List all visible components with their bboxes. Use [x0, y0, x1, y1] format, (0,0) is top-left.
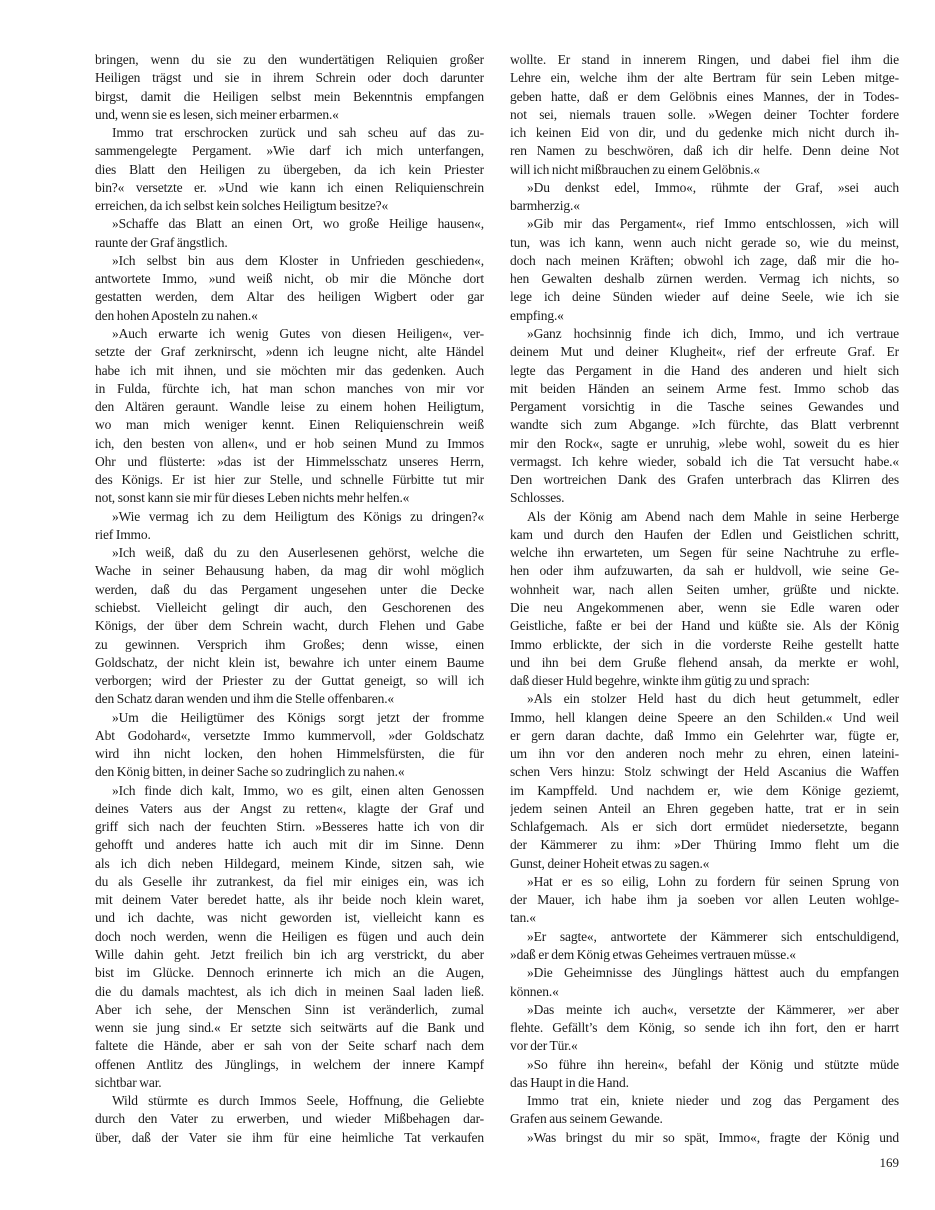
text-line: Aber ich sehe, der Menschen Sinn ist veränderlich, zumal [95, 1001, 484, 1017]
text-line: den König bitten, in deiner Sache so zudringlich zu nahen.« [95, 764, 405, 780]
paragraph [510, 1092, 899, 1129]
paragraph [510, 873, 899, 928]
paragraph [510, 51, 899, 179]
text-line: »daß er dem König etwas Geheimes vertrauen müsse.« [510, 947, 796, 963]
text-line: das Haupt in die Hand. [510, 1074, 629, 1090]
text-line: »Er sagte«, antwortete der Kämmerer sich entschuldigend, [527, 928, 899, 944]
paragraph [510, 508, 899, 691]
text-line: der Mauer, ich habe ihm ja soeben vor allen Leuten wohlge- [510, 892, 899, 908]
paragraph [95, 782, 484, 1093]
text-line: hen oder ihm aufzuwarten, da sah er huldvoll, wie seine Ge- [510, 563, 899, 579]
text-line: durch den Vater zu erwerben, und wieder Mißbehagen dar- [95, 1111, 484, 1127]
paragraph [95, 508, 484, 545]
text-line: Gunst, deiner Hoheit etwas zu sagen.« [510, 855, 710, 871]
text-line: offenen Antlitz des Jünglings, in welchem der innere Kampf [95, 1056, 484, 1072]
text-line: not, sonst kann sie mir für dieses Leben nichts mehr helfen.« [95, 490, 410, 506]
text-line: »Was bringst du mir so spät, Immo«, fragte der König und [527, 1129, 899, 1145]
text-line: können.« [510, 983, 559, 999]
text-line: Heiligen trägst und sie in ihrem Schrein oder doch darunter [95, 70, 484, 86]
text-line: Wache in seiner Behausung haben, da mag dir wohl möglich [95, 563, 484, 579]
text-line: wo man mich weniger kennt. Einen Reliquienschrein weiß [95, 417, 484, 433]
paragraph [95, 124, 484, 215]
text-line: Wille dahin geht. Jetzt freilich bin ich arg verstrickt, du aber [95, 947, 484, 963]
text-line: wenn sie jung sind.« Er setzte sich seitwärts auf die Bank und [95, 1020, 484, 1036]
text-line: birgst, damit die Heiligen selbst mein Bekenntnis empfangen [95, 88, 484, 104]
text-line: raunte der Graf ängstlich. [95, 234, 228, 250]
text-line: tan.« [510, 910, 536, 926]
text-line: tun, was ich kann, wenn auch nicht gerade so, wie du meinst, [510, 234, 899, 250]
text-line: des Königs. Er ist hier zur Stelle, und schnelle Fürbitte tut mir [95, 472, 484, 488]
text-line: flehte. Gefällt’s dem König, so sende ich ihn fort, den er harrt [510, 1020, 899, 1036]
text-line: sammengelegte Pergament. »Wie darf ich mich unterfangen, [95, 143, 484, 159]
text-line: Schlafgemach. Als er sich dort ermüdet niedersetzte, begann [510, 819, 899, 835]
text-line: dies Blatt den Heiligen zu übergeben, da ich kein Priester [95, 161, 484, 177]
text-line: »Auch erwarte ich wenig Gutes von diesen Heiligen«, ver- [112, 325, 484, 341]
text-line: über, daß der Vater sie ihm für eine heimliche Tat verkaufen [95, 1129, 484, 1145]
text-line: in Fulda, fürchte ich, hat man schon manches von mir vor [95, 380, 484, 396]
text-line: Immo erblickte, der sich in die vorderste Reihe gestellt hatte [510, 636, 899, 652]
text-line: »Ich selbst bin aus dem Kloster in Unfrieden geschieden«, [112, 252, 484, 268]
text-line: »Du denkst edel, Immo«, rühmte der Graf, »sei auch [527, 179, 899, 195]
text-line: doch noch werden, wenn die Heiligen es fügen und auch dein [95, 928, 484, 944]
text-line: lege ich deine Sünden wieder auf deine Seele, wie ich sie [510, 289, 899, 305]
text-line: als ich dich neben Hildegard, meinem Kinde, sitzen sah, wie [95, 855, 484, 871]
text-line: Königs, der über dem Schrein wacht, durch Flehen und Gabe [95, 618, 484, 634]
text-line: faltete die Hände, aber er sah von der Seite scharf nach dem [95, 1038, 484, 1054]
text-line: »Schaffe das Blatt an einen Ort, wo große Heilige hausen«, [112, 216, 484, 232]
text-line: empfing.« [510, 307, 564, 323]
text-line: will ich nicht mißbrauchen zu einem Gelöbnis.« [510, 161, 760, 177]
paragraph [95, 1092, 484, 1147]
paragraph [95, 325, 484, 508]
text-line: den Altären geraunt. Wandle leise zu einem hohen Heiligtum, [95, 399, 484, 415]
text-line: erreichen, da ich selbst kein solches Heiligtum besitze?« [95, 198, 389, 214]
text-line: »Ich weiß, daß du zu den Auserlesenen gehörst, welche die [112, 545, 484, 561]
paragraph [95, 51, 484, 124]
text-line: um ihn vor den anderen noch mehr zu ehren, einen lateini- [510, 746, 899, 762]
text-line: den hohen Aposteln zu nahen.« [95, 307, 258, 323]
text-line: gestatten werden, dem Altar des heiligen Wigbert oder gar [95, 289, 484, 305]
text-line: sichtbar war. [95, 1074, 162, 1090]
text-line: wandte sich zum Abgange. »Ich fürchte, das Blatt verbrennt [510, 417, 899, 433]
text-line: »Hat er es so eilig, Lohn zu fordern für seinen Sprung von [527, 873, 899, 889]
text-line: Grafen aus seinem Gewande. [510, 1111, 663, 1127]
text-line: deines Vaters aus der Angst zu retten«, klagte der Graf und [95, 800, 484, 816]
text-line: Immo trat erschrocken zurück und sah scheu auf das zu- [112, 125, 484, 141]
text-line: wollte. Er stand in innerem Ringen, und dabei fiel ihm die [510, 52, 899, 67]
text-line: welche ihn erwarteten, um Segen für seine Nachtruhe zu erfle- [510, 545, 899, 561]
text-line: gehofft und anderes hatte ich auch mit dir im Sinne. Denn [95, 837, 484, 853]
text-line: und ich dachte, was nicht geworden ist, vielleicht kann es [95, 910, 484, 926]
text-line: und, wenn sie es lesen, sich meiner erbarmen.« [95, 106, 339, 122]
text-line: »Ich finde dich kalt, Immo, wo es gilt, einen alten Genossen [112, 782, 484, 798]
text-line: du als Geselle ihr zutrankest, da fiel mir einiges ein, was ich [95, 873, 484, 889]
text-line: kam und durch den Haufen der Edlen und Geistlichen schritt, [510, 526, 899, 542]
text-line: wird ihn nicht locken, den hohen Himmelsfürsten, die für [95, 746, 484, 762]
text-line: mir den Rock«, sagte er unruhig, »lebe wohl, soweit du es hier [510, 435, 899, 451]
text-line: »So führe ihn herein«, befahl der König und stützte müde [527, 1056, 899, 1072]
paragraph [510, 964, 899, 1001]
paragraph [510, 1129, 899, 1147]
page-number: 169 [879, 1155, 899, 1170]
text-line: rief Immo. [95, 526, 151, 542]
text-line: ich, den besten von allen«, und er hob seinen Mund zu Immos [95, 435, 484, 451]
text-line: Den wortreichen Dank des Grafen unterbrach das Klirren des [510, 472, 899, 488]
text-line: ren Namen zu beschwören, daß ich dir helfe. Denn deine Not [510, 143, 899, 159]
text-line: »Gib mir das Pergament«, rief Immo entschlossen, »ich will [527, 216, 899, 232]
text-line: und ihn bei dem Gruße flehend ansah, da merkte er wohl, [510, 654, 899, 670]
text-line: den Schatz daran wenden und ihm die Stelle offenbaren.« [95, 691, 395, 707]
text-line: daß dieser Huld begehre, winkte ihm gütig zu und sprach: [510, 673, 810, 689]
text-line: mit deinem Vater beredet hatte, als ihr beide noch klein waret, [95, 892, 484, 908]
text-line: Schlosses. [510, 490, 565, 506]
text-line: Wild stürmte es durch Immos Seele, Hoffnung, die Geliebte [112, 1093, 484, 1109]
text-line: der Kämmerer zu ihm: »Der Thüring Immo fleht um die [510, 837, 899, 853]
paragraph [510, 1056, 899, 1093]
text-line: Ohr und flüsterte: »das ist der Himmelsschatz unseres Herrn, [95, 453, 484, 469]
text-line: setzte der Graf zerknirscht, »denn ich leugne nicht, alte Händel [95, 344, 484, 360]
text-line: zu gewinnen. Versprich ihm Großes; denn wisse, einen [95, 636, 484, 652]
text-line: bin?« versetzte er. »Und wie kann ich einen Reliquienschrein [95, 179, 484, 195]
text-line: »Ganz hochsinnig finde ich dich, Immo, und ich vertraue [527, 325, 899, 341]
paragraph [95, 709, 484, 782]
text-line: Immo, hell klangen deine Speere an den Schilden.« Und weil [510, 709, 899, 725]
paragraph [95, 544, 484, 708]
text-line: Pergament vorsichtig in die Tasche seines Gewandes und [510, 399, 899, 415]
text-line: im Kampffeld. Und nachdem er, wie dem Könige geziemt, [510, 782, 899, 798]
text-line: wohnheit war, nach allen Seiten umher, grüßte und nickte. [510, 581, 899, 597]
text-line: habe ich mit ihnen, und sie möchten mir das gedenken. Auch [95, 362, 484, 378]
text-line: »Das meinte ich auch«, versetzte der Kämmerer, »er aber [527, 1001, 899, 1017]
text-line: hen Gewalten deshalb zürnen werden. Vermag ich nichts, so [510, 271, 899, 287]
text-line: bist im Glücke. Dennoch erinnerte ich mich an die Augen, [95, 965, 484, 981]
text-line: »Die Geheimnisse des Jünglings hättest auch du empfangen [527, 965, 899, 981]
paragraph [510, 179, 899, 216]
paragraph [95, 252, 484, 325]
text-line: werden, daß du das Pergament ungesehen unter die Decke [95, 581, 484, 597]
text-line: doch nach meinen Kräften; obwohl ich zage, daß mir die ho- [510, 252, 899, 268]
text-line: griff sich nach der feuchten Stirn. »Besseres hatte ich von dir [95, 819, 484, 835]
text-line: vor der Tür.« [510, 1038, 578, 1054]
paragraph [510, 690, 899, 873]
text-line: Als der König am Abend nach dem Mahle in seine Herberge [527, 508, 899, 524]
text-line: verborgen; wird der Priester zu der Guttat geneigt, so will ich [95, 673, 484, 689]
text-line: »Um die Heiligtümer des Königs sorgt jetzt der fromme [112, 709, 484, 725]
text-line: bringen, wenn du sie zu den wundertätigen Reliquien großer [95, 52, 484, 67]
text-line: die du damals machtest, als ich dich in meinen Saal laden ließ. [95, 983, 484, 999]
text-line: schiebst. Vielleicht gelingt dir auch, den Geschorenen des [95, 599, 484, 615]
text-line: Goldschatz, der nicht klein ist, bewahre ich unter einem Baume [95, 654, 484, 670]
text-line: »Wie vermag ich zu dem Heiligtum des Königs zu dringen?« [112, 508, 484, 524]
text-line: mit beiden Händen an seinem Arme fest. Immo schob das [510, 380, 899, 396]
paragraph [510, 325, 899, 508]
text-line: Lehre ein, welche ihm der alte Bertram für sein Leben mitge- [510, 70, 899, 86]
paragraph [510, 928, 899, 965]
text-line: legte das Pergament in die Hand des anderen und hielt sich [510, 362, 899, 378]
text-line: Immo trat ein, kniete nieder und zog das Pergament des [527, 1093, 899, 1109]
text-line: schen Vers hinzu: Stolz schwingt der Held Ascanius die Waffen [510, 764, 899, 780]
paragraph [95, 215, 484, 252]
text-line: jedem seinen Anteil an Ehren gegeben hatte, trat er in sein [510, 800, 899, 816]
text-line: deinem Mut und deiner Klugheit«, rief der erfreute Graf. Er [510, 344, 899, 360]
text-column-right [510, 51, 899, 1147]
paragraph [510, 1001, 899, 1056]
text-line: Geistliche, faßte er bei der Hand und küßte sie. Als der König [510, 618, 899, 634]
text-line: Die neu Angekommenen aber, wenn sie Edle waren oder [510, 599, 899, 615]
text-line: Abt Godohard«, versetzte Immo kummervoll, »der Goldschatz [95, 727, 484, 743]
text-line: ich keinen Eid von dir, und du gedenke mich nicht durch ih- [510, 125, 899, 141]
text-line: not sei, niemals trauen solle. »Wegen deiner Tochter fordere [510, 106, 899, 122]
text-line: antwortete Immo, »und weiß nicht, ob mir die Mönche dort [95, 271, 484, 287]
paragraph [510, 215, 899, 325]
text-line: er gern daran dachte, daß Immo ein Gelehrter war, fügte er, [510, 727, 899, 743]
text-column-left [95, 51, 484, 1147]
text-line: »Als ein stolzer Held hast du dich heut getummelt, edler [527, 691, 899, 707]
text-line: barmherzig.« [510, 198, 580, 214]
text-line: vermagst. Ich kehre wieder, sobald ich die Tat versucht habe.« [510, 453, 899, 469]
text-line: geben hatte, daß er dem Gelöbnis eines Mannes, der in Todes- [510, 88, 899, 104]
